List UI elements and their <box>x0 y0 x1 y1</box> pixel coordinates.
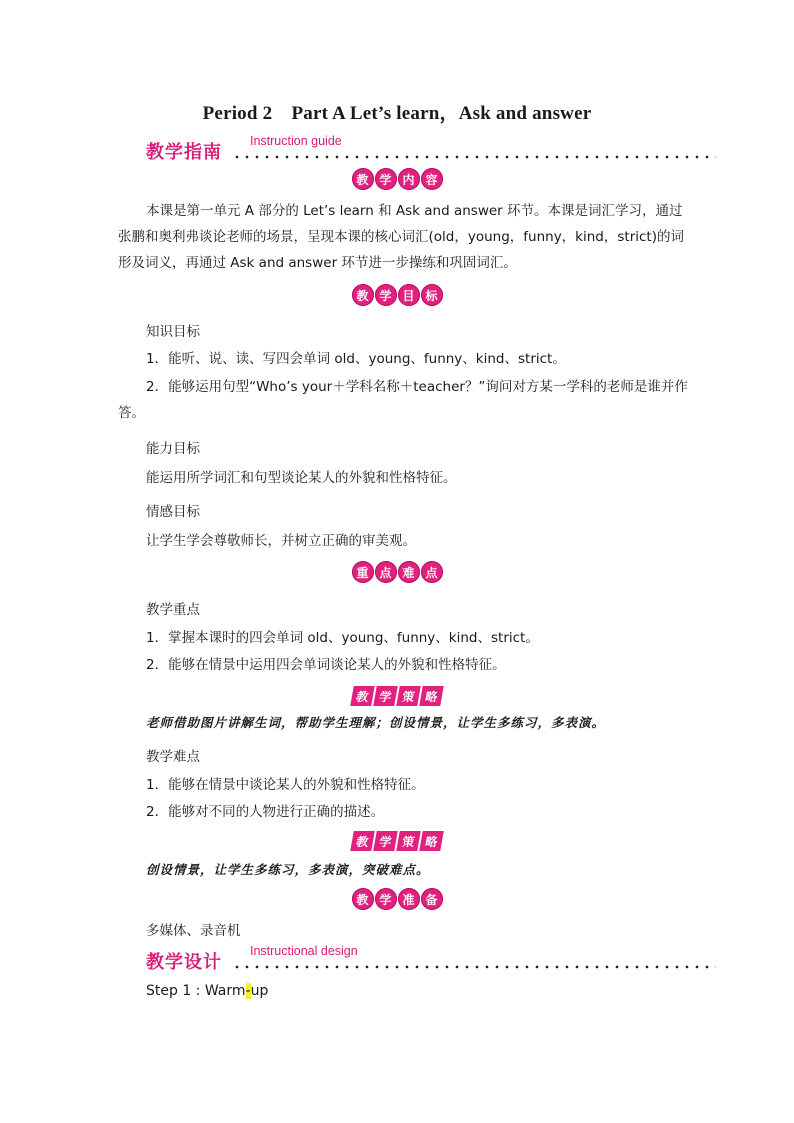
difficult-point-2: 2．能够对不同的人物进行正确的描述。 <box>146 804 385 820</box>
badge-char: 备 <box>421 888 443 910</box>
badge-char: 学 <box>375 888 397 910</box>
section-title-zh: 教学指南 <box>146 142 222 163</box>
step-1-heading <box>146 983 268 999</box>
badge-strategy-1 <box>0 685 794 706</box>
section-title-en: Instruction guide <box>250 134 342 148</box>
badge-char: 内 <box>398 168 420 190</box>
strategy-char: 略 <box>419 686 444 706</box>
step-text-prefix: Step 1 : Warm <box>146 983 246 999</box>
dotted-divider <box>232 965 716 969</box>
badge-teaching-content <box>0 168 794 190</box>
key-points-label: 教学重点 <box>146 602 200 618</box>
badge-char: 教 <box>352 284 374 306</box>
knowledge-objective-1: 1．能听、说、读、写四会单词 old、young、funny、kind、strict。 <box>146 351 566 367</box>
section-header-instructional-design <box>146 944 716 976</box>
emotion-objective-label: 情感目标 <box>146 504 200 520</box>
knowledge-objective-label: 知识目标 <box>146 324 200 340</box>
badge-char: 标 <box>421 284 443 306</box>
strategy-char: 策 <box>396 686 421 706</box>
badge-char: 教 <box>352 888 374 910</box>
step-text-suffix: up <box>250 983 269 999</box>
strategy-text-2: 创设情景，让学生多练习，多表演，突破难点。 <box>146 862 430 877</box>
badge-char: 点 <box>421 561 443 583</box>
key-point-1: 1．掌握本课时的四会单词 old、young、funny、kind、strict。 <box>146 630 539 646</box>
strategy-char: 策 <box>396 831 421 851</box>
badge-key-points <box>0 561 794 583</box>
badge-char: 学 <box>375 284 397 306</box>
badge-char: 教 <box>352 168 374 190</box>
section-title-en: Instructional design <box>250 944 358 958</box>
strategy-char: 教 <box>350 831 375 851</box>
prep-text: 多媒体、录音机 <box>146 923 241 939</box>
badge-char: 容 <box>421 168 443 190</box>
badge-teaching-objectives <box>0 284 794 306</box>
ability-objective-text: 能运用所学词汇和句型谈论某人的外貌和性格特征。 <box>146 470 457 486</box>
key-point-2: 2．能够在情景中运用四会单词谈论某人的外貌和性格特征。 <box>146 657 506 673</box>
ability-objective-label: 能力目标 <box>146 441 200 457</box>
section-header-instruction-guide <box>146 134 716 166</box>
strategy-char: 略 <box>419 831 444 851</box>
page-title: Period 2 Part A Let’s learn，Ask and answer <box>202 103 592 124</box>
step-text-highlight: - <box>245 983 251 999</box>
strategy-text-1: 老师借助图片讲解生词，帮助学生理解；创设情景，让学生多练习，多表演。 <box>146 715 606 730</box>
difficult-points-label: 教学难点 <box>146 749 200 765</box>
content-paragraph: 本课是第一单元 A 部分的 Let’s learn 和 Ask and answer 环节。本课是词汇学习，通过张鹏和奥利弗谈论老师的场景，呈现本课的核心词汇(old，young，funny，kind，strict)的词形及词义，再通过 Ask and answer 环节进一步操练和巩固词汇。 <box>118 203 684 271</box>
badge-char: 目 <box>398 284 420 306</box>
badge-char: 学 <box>375 168 397 190</box>
difficult-point-1: 1．能够在情景中谈论某人的外貌和性格特征。 <box>146 777 425 793</box>
badge-char: 难 <box>398 561 420 583</box>
dotted-divider <box>232 155 716 159</box>
badge-strategy-2 <box>0 830 794 851</box>
emotion-objective-text: 让学生学会尊敬师长，并树立正确的审美观。 <box>146 533 416 549</box>
strategy-char: 学 <box>373 831 398 851</box>
strategy-char: 教 <box>350 686 375 706</box>
badge-char: 准 <box>398 888 420 910</box>
knowledge-objective-2: 2．能够运用句型“Who’s your＋学科名称＋teacher？”询问对方某一学科的老师是谁并作答。 <box>118 379 688 421</box>
badge-char: 重 <box>352 561 374 583</box>
badge-teaching-prep <box>0 888 794 910</box>
badge-char: 点 <box>375 561 397 583</box>
section-title-zh: 教学设计 <box>146 952 222 973</box>
strategy-char: 学 <box>373 686 398 706</box>
